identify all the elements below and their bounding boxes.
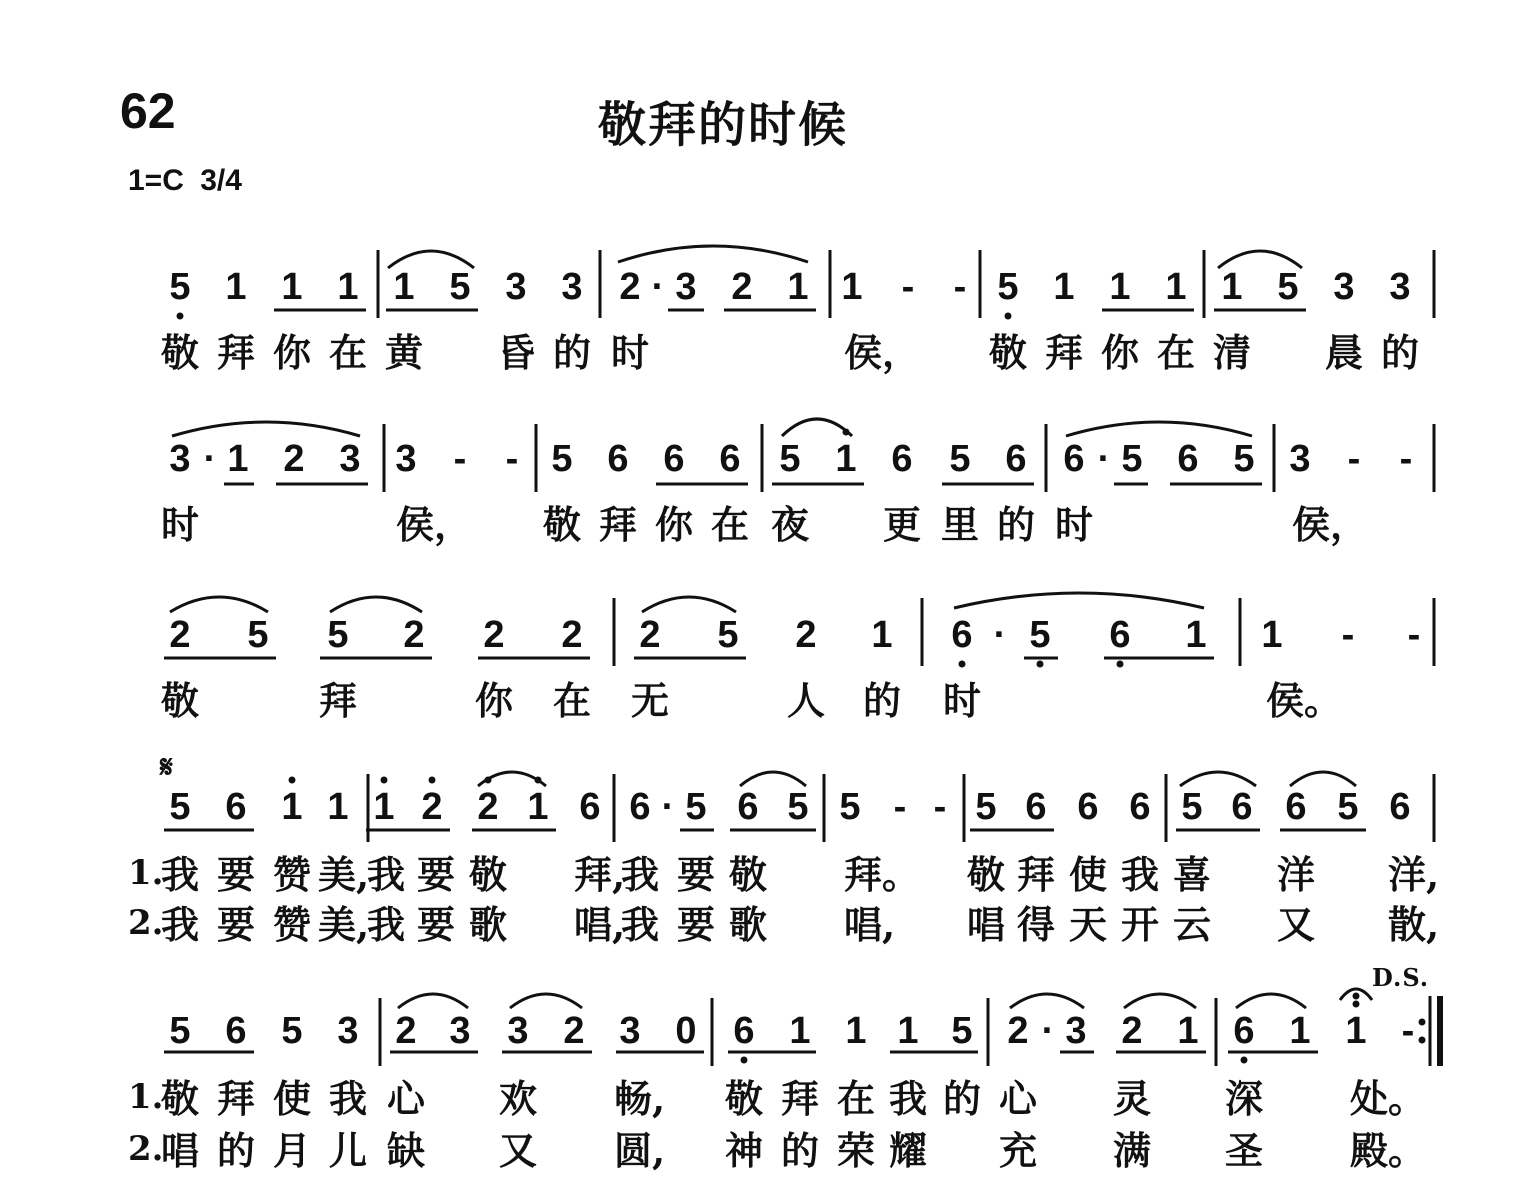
lyric: 唱, xyxy=(574,902,626,947)
lyric: 我 xyxy=(888,1076,927,1121)
lyric: 使 xyxy=(272,1076,311,1121)
octave-dot-above xyxy=(289,777,296,784)
octave-dot-above xyxy=(1353,1001,1360,1008)
note: 5 xyxy=(327,614,349,656)
lyric: 拜 xyxy=(598,502,637,547)
lyric: 拜 xyxy=(1016,852,1055,897)
note: 1 xyxy=(1185,614,1207,656)
verse-number: 1. xyxy=(128,1077,164,1117)
note: 3 xyxy=(507,1010,529,1052)
slur xyxy=(642,597,736,612)
slur xyxy=(1124,994,1196,1008)
lyric: 云 xyxy=(1172,902,1211,947)
verse-number: 2. xyxy=(128,1129,164,1169)
note: · xyxy=(651,266,665,308)
note: 3 xyxy=(505,266,527,308)
note: 3 xyxy=(337,1010,359,1052)
note: - xyxy=(1407,614,1421,656)
note: - xyxy=(453,438,467,480)
lyric: 拜 xyxy=(216,1076,255,1121)
slur xyxy=(1236,994,1306,1008)
hymn-number: 62 xyxy=(120,83,176,139)
note: 5 xyxy=(169,266,191,308)
lyric: 敬 xyxy=(160,678,199,723)
note: · xyxy=(1097,438,1111,480)
lyric: 深 xyxy=(1224,1076,1263,1121)
note: 5 xyxy=(997,266,1019,308)
lyric: 满 xyxy=(1112,1128,1151,1173)
lyric: 赞 xyxy=(272,852,311,897)
note: · xyxy=(1041,1010,1055,1052)
lyric: 唱 xyxy=(966,902,1005,947)
lyric: 拜, xyxy=(574,852,626,897)
lyric: 人 xyxy=(786,678,825,723)
note: 2 xyxy=(477,786,499,828)
lyric: 畅, xyxy=(614,1076,666,1121)
lyric: 在 xyxy=(328,330,367,375)
note: 3 xyxy=(619,1010,641,1052)
lyric: 洋 xyxy=(1276,852,1315,897)
note: 1 xyxy=(1053,266,1075,308)
lyric: 时 xyxy=(1054,502,1093,547)
lyric: 处。 xyxy=(1350,1076,1427,1121)
note: 1 xyxy=(789,1010,811,1052)
lyric: 黄 xyxy=(384,330,423,375)
note: 6 xyxy=(1285,786,1307,828)
note: 1 xyxy=(337,266,359,308)
lyric: 洋, xyxy=(1388,852,1440,897)
lyric: 敬 xyxy=(724,1076,763,1121)
note: 2 xyxy=(169,614,191,656)
slur xyxy=(1180,772,1256,786)
note: · xyxy=(661,786,675,828)
verse-number: 1. xyxy=(128,853,164,893)
lyric: 唱 xyxy=(160,1128,199,1173)
lyric: 歌 xyxy=(468,902,507,947)
note: 1 xyxy=(897,1010,919,1052)
lyric: 时 xyxy=(160,502,199,547)
note: 6 xyxy=(1177,438,1199,480)
lyric: 我 xyxy=(160,902,199,947)
lyric: 我 xyxy=(366,852,405,897)
note: 6 xyxy=(1129,786,1151,828)
lyric: 月 xyxy=(272,1128,311,1173)
note: 3 xyxy=(1065,1010,1087,1052)
note: 3 xyxy=(675,266,697,308)
note: 6 xyxy=(629,786,651,828)
note: - xyxy=(901,266,915,308)
note: 5 xyxy=(779,438,801,480)
lyric: 晨 xyxy=(1324,330,1363,375)
note: 5 xyxy=(1181,786,1203,828)
note: - xyxy=(933,786,947,828)
lyric: 的 xyxy=(780,1128,819,1173)
lyric: 欢 xyxy=(498,1076,537,1121)
note: 3 xyxy=(1289,438,1311,480)
lyric: 时 xyxy=(610,330,649,375)
note: 5 xyxy=(281,1010,303,1052)
lyric: 无 xyxy=(630,678,669,723)
note: 5 xyxy=(975,786,997,828)
lyric: 心 xyxy=(998,1076,1037,1121)
note: 1 xyxy=(373,786,395,828)
slur xyxy=(1010,994,1084,1008)
note: 2 xyxy=(403,614,425,656)
note: 5 xyxy=(717,614,739,656)
lyric: 圣 xyxy=(1224,1128,1263,1173)
lyric: 敬 xyxy=(160,1076,199,1121)
note: 6 xyxy=(733,1010,755,1052)
lyric: 美, xyxy=(318,902,370,947)
note: 6 xyxy=(225,1010,247,1052)
note: 2 xyxy=(1121,1010,1143,1052)
lyric: 圆, xyxy=(614,1128,666,1173)
slur xyxy=(782,419,852,436)
note: 6 xyxy=(951,614,973,656)
octave-dot-above xyxy=(381,777,388,784)
note: 1 xyxy=(1289,1010,1311,1052)
note: 6 xyxy=(891,438,913,480)
note: 5 xyxy=(951,1010,973,1052)
octave-dot-below xyxy=(1117,661,1124,668)
note: 6 xyxy=(1233,1010,1255,1052)
note: 1 xyxy=(1221,266,1243,308)
note: 5 xyxy=(169,1010,191,1052)
note: 5 xyxy=(169,786,191,828)
octave-dot-below xyxy=(1241,1057,1248,1064)
note: 6 xyxy=(719,438,741,480)
note: 5 xyxy=(551,438,573,480)
lyric: 灵 xyxy=(1112,1076,1151,1121)
lyric: 又 xyxy=(1276,902,1315,947)
note: - xyxy=(1341,614,1355,656)
note: 5 xyxy=(247,614,269,656)
note: 6 xyxy=(1389,786,1411,828)
lyric: 我 xyxy=(1120,852,1159,897)
lyric: 的 xyxy=(862,678,901,723)
note: 2 xyxy=(1007,1010,1029,1052)
key-signature: 1=C 3/4 xyxy=(128,164,242,197)
note: 1 xyxy=(845,1010,867,1052)
segno-icon: 𝄋 xyxy=(160,750,173,785)
note: - xyxy=(1347,438,1361,480)
note: 2 xyxy=(483,614,505,656)
note: 3 xyxy=(1389,266,1411,308)
verse-number: 2. xyxy=(128,903,164,943)
lyric: 拜 xyxy=(216,330,255,375)
lyric: 神 xyxy=(724,1128,763,1173)
lyric: 喜 xyxy=(1172,852,1211,897)
octave-dot-below xyxy=(177,313,184,320)
note: 2 xyxy=(561,614,583,656)
slur xyxy=(954,593,1204,608)
lyric: 赞 xyxy=(272,902,311,947)
lyric: 昏 xyxy=(496,330,535,375)
lyric: 要 xyxy=(416,852,455,897)
lyric: 里 xyxy=(940,502,979,547)
hymn-title: 敬拜的时候 xyxy=(598,97,849,153)
lyric: 的 xyxy=(942,1076,981,1121)
slur xyxy=(510,994,582,1008)
slur xyxy=(330,597,422,612)
octave-dot-below xyxy=(1005,313,1012,320)
lyric: 天 xyxy=(1068,902,1107,947)
note: 2 xyxy=(731,266,753,308)
note: 6 xyxy=(607,438,629,480)
lyric: 歌 xyxy=(728,902,767,947)
note: 2 xyxy=(563,1010,585,1052)
lyric: 拜 xyxy=(318,678,357,723)
note: 2 xyxy=(421,786,443,828)
octave-dot-below xyxy=(1037,661,1044,668)
lyric: 要 xyxy=(676,902,715,947)
lyric: 的 xyxy=(996,502,1035,547)
note: 5 xyxy=(787,786,809,828)
lyric: 你 xyxy=(272,330,311,375)
note: 1 xyxy=(1177,1010,1199,1052)
note: · xyxy=(203,438,217,480)
lyric: 侯， xyxy=(844,330,921,375)
ds-marking: D.S. xyxy=(1372,963,1430,992)
note: 5 xyxy=(1277,266,1299,308)
lyric: 我 xyxy=(620,852,659,897)
lyric: 侯， xyxy=(1292,502,1369,547)
lyric: 的 xyxy=(1380,330,1419,375)
note: 6 xyxy=(1109,614,1131,656)
lyric: 荣 xyxy=(836,1128,875,1173)
note: 6 xyxy=(1231,786,1253,828)
note: 6 xyxy=(225,786,247,828)
note: 1 xyxy=(871,614,893,656)
lyric: 耀 xyxy=(888,1128,927,1173)
note: 6 xyxy=(1005,438,1027,480)
lyric: 敬 xyxy=(542,502,581,547)
lyric: 缺 xyxy=(386,1128,425,1173)
note: - xyxy=(1401,1010,1415,1052)
lyric: 要 xyxy=(216,852,255,897)
note: 5 xyxy=(1121,438,1143,480)
note: 3 xyxy=(395,438,417,480)
note: 1 xyxy=(227,438,249,480)
lyric: 拜 xyxy=(780,1076,819,1121)
note: · xyxy=(993,614,1007,656)
lyric: 美, xyxy=(318,852,370,897)
lyric: 敬 xyxy=(468,852,507,897)
lyric: 充 xyxy=(998,1128,1037,1173)
note: 3 xyxy=(449,1010,471,1052)
lyric: 得 xyxy=(1016,902,1055,947)
octave-dot-below xyxy=(741,1057,748,1064)
note: - xyxy=(893,786,907,828)
lyric: 开 xyxy=(1120,902,1159,947)
lyric: 拜。 xyxy=(844,852,921,897)
note: 2 xyxy=(619,266,641,308)
lyric: 要 xyxy=(676,852,715,897)
note: 5 xyxy=(449,266,471,308)
note: 2 xyxy=(395,1010,417,1052)
note: 5 xyxy=(1233,438,1255,480)
note: 3 xyxy=(169,438,191,480)
lyric: 要 xyxy=(216,902,255,947)
lyric: 你 xyxy=(474,678,513,723)
lyric: 侯。 xyxy=(1266,678,1343,723)
note: 6 xyxy=(1077,786,1099,828)
note: 0 xyxy=(675,1010,697,1052)
lyric: 我 xyxy=(160,852,199,897)
note: 2 xyxy=(283,438,305,480)
lyric: 你 xyxy=(654,502,693,547)
lyric: 在 xyxy=(1156,330,1195,375)
note: 1 xyxy=(835,438,857,480)
lyric: 唱, xyxy=(844,902,896,947)
note: 6 xyxy=(1063,438,1085,480)
slur xyxy=(740,772,806,786)
lyric: 我 xyxy=(366,902,405,947)
note: 5 xyxy=(839,786,861,828)
note: 1 xyxy=(1109,266,1131,308)
note: - xyxy=(953,266,967,308)
slur xyxy=(398,994,468,1008)
lyric: 我 xyxy=(328,1076,367,1121)
note: 1 xyxy=(527,786,549,828)
note: 5 xyxy=(685,786,707,828)
slur xyxy=(172,422,360,436)
note: 1 xyxy=(1345,1010,1367,1052)
lyric: 的 xyxy=(216,1128,255,1173)
lyric: 心 xyxy=(386,1076,425,1121)
lyric: 更 xyxy=(882,502,921,547)
note: 6 xyxy=(737,786,759,828)
lyric: 拜 xyxy=(1044,330,1083,375)
lyric: 在 xyxy=(836,1076,875,1121)
note: 1 xyxy=(281,786,303,828)
note: 1 xyxy=(327,786,349,828)
lyric: 我 xyxy=(620,902,659,947)
lyric: 清 xyxy=(1212,330,1251,375)
fermata-dot xyxy=(1353,993,1360,1000)
lyric: 散, xyxy=(1388,902,1440,947)
note: - xyxy=(1399,438,1413,480)
note: 2 xyxy=(639,614,661,656)
lyric: 又 xyxy=(498,1128,537,1173)
lyric: 侯， xyxy=(396,502,473,547)
lyric: 使 xyxy=(1068,852,1107,897)
lyric: 你 xyxy=(1100,330,1139,375)
note: 1 xyxy=(787,266,809,308)
note: 1 xyxy=(281,266,303,308)
lyric: 夜 xyxy=(770,502,809,547)
note: 1 xyxy=(225,266,247,308)
slur xyxy=(1066,422,1252,436)
note: 6 xyxy=(579,786,601,828)
note: 6 xyxy=(1025,786,1047,828)
lyric: 敬 xyxy=(728,852,767,897)
slur xyxy=(618,246,808,262)
lyric: 殿。 xyxy=(1350,1128,1427,1173)
lyric: 的 xyxy=(552,330,591,375)
octave-dot-below xyxy=(959,661,966,668)
note: 5 xyxy=(949,438,971,480)
note: 3 xyxy=(339,438,361,480)
lyric: 时 xyxy=(942,678,981,723)
octave-dot-above xyxy=(429,777,436,784)
note: 5 xyxy=(1337,786,1359,828)
note: 5 xyxy=(1029,614,1051,656)
slur xyxy=(170,597,268,612)
note: 6 xyxy=(663,438,685,480)
slur xyxy=(478,772,546,786)
note: 1 xyxy=(393,266,415,308)
lyric: 在 xyxy=(552,678,591,723)
note: 1 xyxy=(1165,266,1187,308)
lyric: 敬 xyxy=(966,852,1005,897)
note: 1 xyxy=(1261,614,1283,656)
note: 3 xyxy=(1333,266,1355,308)
note: 3 xyxy=(561,266,583,308)
lyric: 要 xyxy=(416,902,455,947)
note: 1 xyxy=(841,266,863,308)
lyric: 在 xyxy=(710,502,749,547)
lyric: 敬 xyxy=(160,330,199,375)
lyric: 敬 xyxy=(988,330,1027,375)
slur xyxy=(1290,772,1356,786)
lyric: 儿 xyxy=(328,1128,367,1173)
note: 2 xyxy=(795,614,817,656)
note: - xyxy=(505,438,519,480)
